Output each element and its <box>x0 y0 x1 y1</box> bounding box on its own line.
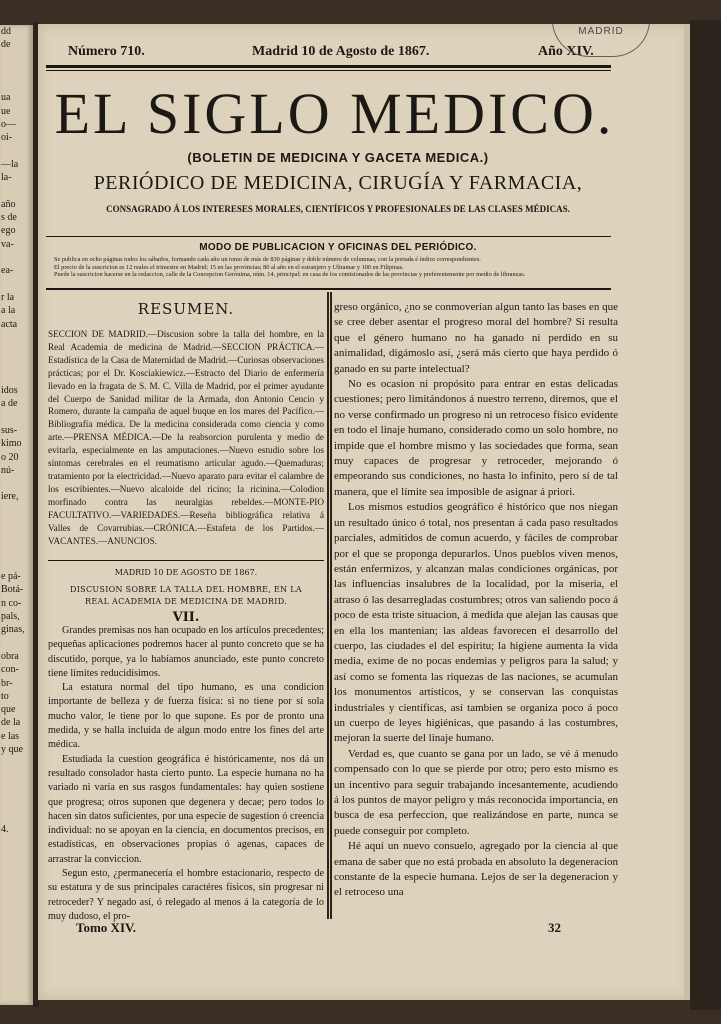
page-number: 32 <box>548 920 561 935</box>
newspaper-page <box>38 24 690 1000</box>
left-page-line <box>0 544 33 557</box>
article-paragraph: Hé aquí un nuevo consuelo, agregado por la ciencia al que emana de saber que no está probada en absoluto la degeneracion constante de la especie humana. Lejos de ser la degeneracion y el retroceso una <box>334 840 618 899</box>
header-rule <box>46 65 611 68</box>
left-page-line: dd <box>1 26 11 37</box>
left-page-line <box>0 637 33 650</box>
left-page-line: ua <box>1 92 11 104</box>
left-page-line: acta <box>1 318 18 330</box>
left-page-line <box>0 557 33 570</box>
left-page-line: ego <box>1 225 16 237</box>
issue-number: Número 710. <box>68 44 145 59</box>
left-page-line: o 20 <box>1 451 19 463</box>
left-page-line: con- <box>1 664 19 676</box>
left-page-line: ue <box>1 105 11 117</box>
right-column-body <box>334 300 618 901</box>
left-page-line: e pá- <box>1 571 21 583</box>
left-page-line: 4. <box>1 823 9 835</box>
left-page-line <box>0 78 33 91</box>
left-page-line <box>0 185 33 198</box>
columns-top-rule <box>46 288 611 290</box>
left-page-line: ginas, <box>1 624 25 636</box>
left-page-line: iere, <box>1 491 19 503</box>
page-edge <box>684 24 690 1000</box>
left-page-line: ea- <box>1 265 14 277</box>
left-page-line: s de <box>1 212 17 224</box>
article-section-numeral: VII. <box>172 610 200 625</box>
masthead-title: EL SIGLO MEDICO. <box>54 81 615 146</box>
left-page-fragment <box>0 25 33 1005</box>
left-page-line <box>0 411 33 424</box>
left-page-line <box>0 517 33 530</box>
article-paragraph: Grandes premisas nos han ocupado en los artículos precedentes; pequeñas aplicaciones podremos hacer al punto concreto que se ha discutido, porque, ya lo habíamos anunciado, este punto concreto tiene límites reducidísimos. <box>48 625 324 679</box>
left-page-line <box>0 65 33 78</box>
left-page-line: to <box>1 690 9 702</box>
article-paragraph: Los mismos estudios geográfico é histórico que nos niegan un resultado único ó total, nos presentan á cada paso resultados parciales, admitidos de comun acuerdo, y fáciles de comprobar por el que se proponga depurarlos. Unos pueblos viven menos, están enfermizos, y alcanzan malas condiciones orgánicas, por las influencias insalubres de la localidad, por la miseria, el atraso ó las desarregladas costumbres; otros van saliendo poco á poco de esta triste situacion, á medida que alejan las causas que en ella los mantenian; las aldeas favorecen el desarrollo del cuerpo, las ciudades el del espíritu; la higiene aumenta la vida media, exime de no pocas endemias y peligros para la salud; y así como se fomenta las riquezas de las naciones, se acumulan los monumentos artísticos, y se conservan las conquistas industriales y científicas, así tambien se organiza poco á poco un cuerpo de leyes higiénicas, que pasando á las costumbres, mejoran la suerte del linaje humano. <box>334 501 618 745</box>
publication-info <box>54 256 619 279</box>
summary-paragraph: SECCION DE MADRID.—Discusion sobre la talla del hombre, en la Real Academia de medicina de Madrid.—SECCION PRÁCTICA.—Estadística de la Casa de Maternidad de Madrid.—Curiosas observaciones prácticas; por el Dr. Kosciakiewicz.—Estracto del Diario de enfermería llevado en la fragata de S. M. C. Villa de Madrid, por el primer ayudante del Cuerpo de Sanidad militar de la Armada, don Antonio Cencio y Romero, durante la campaña de aquel buque en los mares del Pacífico.—Bibliografía médica. De la medicina considerada como ciencia y como arte.—PRENSA MÉDICA.—De la reabsorcion purulenta y medio de evitarla, especialmente en las amputaciones.—Nuevo estudio sobre los síntomas cerebrales en el reumatismo articular agudo.—Quemaduras; tratamiento por la electricidad.—Nuevo aparato para evitar el calambre de los escribientes.—Nuevo alcaloide del ricino; la ricinina.—Colodion morfinado contra las neuralgias rebeldes.—MONTE-PIO FACULTATIVO.—VARIEDADES.—Reseña bibliográfica relativa á Valles de Covarrubias.—CRÓNICA.—Estafeta de los Partidos.—VACANTES.—ANUNCIOS. <box>48 329 324 546</box>
summary-text <box>48 328 324 547</box>
article-paragraph: No es ocasion ni propósito para entrar en estas delicadas cuestiones; pero limitándonos á nuestro terreno, diremos, que el no verse confirmado un progreso ni un retroceso físico evidente en todo el linaje humano, considerado como un solo hombre, no impide que el hombre mismo y las sociedades que forma, sean muy capaces de progresar y retroceder, mejorando ó empeorando sus condiciones, no hasta lo infinito, pero sí de tal manera, que el límite sea imposible de asignar á priori. <box>334 378 618 498</box>
article-paragraph: Segun esto, ¿permanecería el hombre estacionario, respecto de su estatura y de sus principales caractéres físicos, sin progresar ni retroceder? Y negado así, ó relegado al menos á la categoría de lo muy dudoso, el pro- <box>48 868 324 922</box>
left-page-line: año <box>1 198 16 210</box>
article-paragraph: Estudiada la cuestion geográfica é históricamente, nos dá un resultado consolador hasta cierto punto. La especie humana no ha variado ni varía en sus rasgos fundamentales: hay quien sostiene que progresa; otros suponen que degenera y decae; pero todos lo hacen sin datos suficientes, por una especie de sugestion ó creencia individual: no se apoyan en la ciencia, en documentos precisos, en estadísticas, en observaciones propias ó agenas, capaces de arrastrar la conviccion. <box>48 753 324 865</box>
left-column-body <box>48 624 324 924</box>
issue-date: Madrid 10 de Agosto de 1867. <box>252 44 430 59</box>
left-page-line <box>0 770 33 783</box>
volume-label: Tomo XIV. <box>76 920 136 935</box>
left-page-line <box>0 756 33 769</box>
issue-year: Año XIV. <box>538 44 594 59</box>
left-page-line: y que <box>1 744 23 756</box>
left-page-line: pals, <box>1 611 20 623</box>
left-page-line: n co- <box>1 597 22 609</box>
left-page-line: nú- <box>1 464 15 476</box>
article-paragraph: La estatura normal del tipo humano, es una condicion importante de belleza y de fuerza física: si no tiene por sí sola mucho valor, le tiene por lo que supone. Es por de pronto una medida, y se halla incluida de algun modo entre los fines del arte médica. <box>48 682 324 751</box>
left-page-line: obra <box>1 650 19 662</box>
publication-line: El precio de la suscricion es 12 reales el trimestre en Madrid; 15 en las provincias; 80 al año en el estranjero y Ultramar y 100 en Filipinas. <box>54 263 404 271</box>
masthead-dedication: CONSAGRADO Á LOS INTERESES MORALES, CIENTÍFICOS Y PROFESIONALES DE LAS CLASES MÉDICAS. <box>106 204 570 214</box>
article-paragraph: greso orgánico, ¿no se conmoverían algun tanto las bases en que se cree deber asentar el progreso moral del hombre? Si resulta que el género humano no ha ganado ni perdido en su animalidad, digámoslo así, ¿será más cierto que haya perdido ó ganado en su parte intelectual? <box>334 301 618 375</box>
publication-heading: MODO DE PUBLICACION Y OFICINAS DEL PERIÓDICO. <box>199 242 477 253</box>
article-heading: DISCUSION SOBRE LA TALLA DEL HOMBRE, EN LA REAL ACADEMIA DE MEDICINA DE MADRID. <box>70 585 302 606</box>
left-page-line: o— <box>1 119 16 131</box>
summary-rule <box>48 560 324 561</box>
column-divider <box>327 292 329 919</box>
left-page-line: va- <box>1 238 14 250</box>
book-edge <box>690 20 721 1010</box>
left-page-line: oi- <box>1 132 13 144</box>
article-date: MADRID 10 DE AGOSTO DE 1867. <box>114 568 258 577</box>
left-page-line: la- <box>1 172 12 184</box>
left-page-line: a de <box>1 398 18 410</box>
left-page-line: r la <box>1 291 15 303</box>
left-page-line <box>0 477 33 490</box>
left-page-line <box>0 331 33 344</box>
left-page-line: que <box>1 704 16 716</box>
left-page-line <box>0 810 33 823</box>
left-page-line <box>0 371 33 384</box>
left-page-line: e las <box>1 730 20 742</box>
left-page-line: —la <box>1 158 19 170</box>
left-page-line <box>0 344 33 357</box>
left-page-line <box>0 504 33 517</box>
masthead-tagline: PERIÓDICO DE MEDICINA, CIRUGÍA Y FARMACIA, <box>93 172 583 194</box>
left-page-line <box>0 796 33 809</box>
left-page-line: kimo <box>1 438 22 450</box>
summary-title: RESUMEN. <box>137 300 235 318</box>
header-rule-thin <box>46 70 611 71</box>
column-divider-double <box>330 292 332 919</box>
left-page-line <box>0 530 33 543</box>
left-page-line: Botá- <box>1 584 24 596</box>
section-rule <box>46 236 611 237</box>
library-stamp: MADRID <box>552 24 650 57</box>
left-page-line: idos <box>1 385 18 397</box>
left-page-line: a la <box>1 305 16 317</box>
left-page-line: sus- <box>1 424 18 436</box>
masthead-subtitle: (BOLETIN DE MEDICINA Y GACETA MEDICA.) <box>187 150 489 165</box>
left-page-line: de <box>1 39 11 51</box>
left-page-line: de la <box>1 717 21 729</box>
publication-line: Puede la suscricion hacerse en la redaccion, calle de la Concepcion Gerónima, núm. 14, principal; en casa de los comisionados de las provincias y preferentemente por medio de libranzas. <box>54 271 526 279</box>
left-page-line <box>0 357 33 370</box>
left-page-line <box>0 251 33 264</box>
left-page-line <box>0 52 33 65</box>
left-page-line: br- <box>1 677 13 689</box>
left-page-line <box>0 145 33 158</box>
publication-line: Se publica en ocho páginas todos los sábados, formando cada año un tomo de más de 830 páginas y doble número de columnas, con la portada é índice correspondientes. <box>54 256 481 263</box>
left-page-line <box>0 783 33 796</box>
article-paragraph: Verdad es, que cuanto se gana por un lado, se vé á menudo compensado con lo que se pierde por otro; pero esto mismo es un incentivo para seguir trabajando incesantemente, acudiendo á los puntos de mayor peligro y más reconocida importancia, en busca de esa perfeccion, que realizándose en parte, nunca se puede conseguir por completo. <box>334 747 618 837</box>
left-page-line <box>0 278 33 291</box>
